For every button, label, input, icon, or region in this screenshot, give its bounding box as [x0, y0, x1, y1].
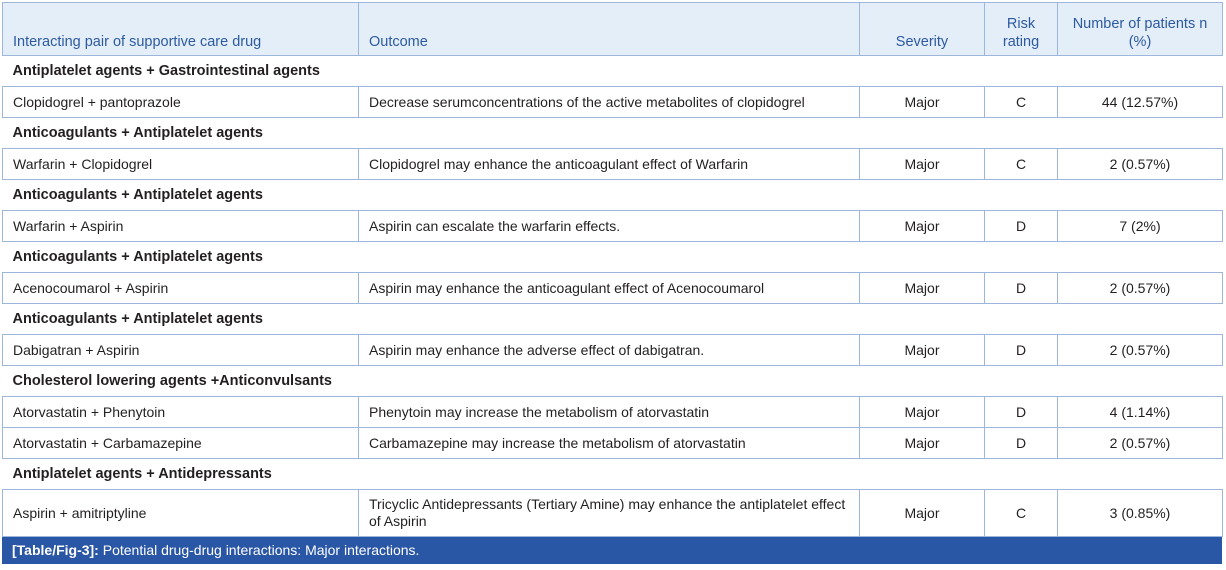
group-title: Anticoagulants + Antiplatelet agents — [3, 242, 1223, 273]
cell-number-of-patients: 4 (1.14%) — [1058, 397, 1223, 428]
caption-text: Potential drug-drug interactions: Major interactions. — [98, 542, 420, 558]
group-title: Anticoagulants + Antiplatelet agents — [3, 180, 1223, 211]
cell-number-of-patients: 44 (12.57%) — [1058, 87, 1223, 118]
cell-severity: Major — [860, 490, 985, 537]
cell-outcome: Aspirin can escalate the warfarin effects. — [359, 211, 860, 242]
cell-severity: Major — [860, 87, 985, 118]
header-severity: Severity — [860, 3, 985, 56]
cell-interacting-pair: Aspirin + amitriptyline — [3, 490, 359, 537]
group-row — [3, 242, 1223, 273]
cell-interacting-pair: Warfarin + Clopidogrel — [3, 149, 359, 180]
cell-outcome: Decrease serumconcentrations of the active metabolites of clopidogrel — [359, 87, 860, 118]
table-header-row — [3, 3, 1223, 56]
group-row — [3, 118, 1223, 149]
cell-interacting-pair: Acenocoumarol + Aspirin — [3, 273, 359, 304]
cell-risk-rating: C — [985, 490, 1058, 537]
header-number-of-patients: Number of patients n (%) — [1058, 3, 1223, 56]
group-row — [3, 366, 1223, 397]
cell-risk-rating: D — [985, 211, 1058, 242]
cell-risk-rating: D — [985, 273, 1058, 304]
cell-outcome: Tricyclic Antidepressants (Tertiary Amine) may enhance the antiplatelet effect of Aspirin — [359, 490, 860, 537]
cell-number-of-patients: 7 (2%) — [1058, 211, 1223, 242]
cell-number-of-patients: 2 (0.57%) — [1058, 149, 1223, 180]
cell-interacting-pair: Clopidogrel + pantoprazole — [3, 87, 359, 118]
cell-severity: Major — [860, 149, 985, 180]
table-figure — [2, 2, 1222, 564]
cell-outcome: Aspirin may enhance the anticoagulant effect of Acenocoumarol — [359, 273, 860, 304]
cell-severity: Major — [860, 211, 985, 242]
cell-severity: Major — [860, 428, 985, 459]
cell-outcome: Carbamazepine may increase the metabolism of atorvastatin — [359, 428, 860, 459]
group-row — [3, 56, 1223, 87]
table-caption — [2, 537, 1222, 564]
cell-outcome: Phenytoin may increase the metabolism of atorvastatin — [359, 397, 860, 428]
group-row — [3, 304, 1223, 335]
group-title: Anticoagulants + Antiplatelet agents — [3, 304, 1223, 335]
header-risk-rating: Risk rating — [985, 3, 1058, 56]
cell-severity: Major — [860, 397, 985, 428]
table-row — [3, 87, 1223, 118]
table-row — [3, 428, 1223, 459]
table-row — [3, 335, 1223, 366]
group-row — [3, 180, 1223, 211]
cell-risk-rating: D — [985, 335, 1058, 366]
cell-outcome: Aspirin may enhance the adverse effect of dabigatran. — [359, 335, 860, 366]
cell-interacting-pair: Atorvastatin + Carbamazepine — [3, 428, 359, 459]
group-title: Antiplatelet agents + Antidepressants — [3, 459, 1223, 490]
table-body — [3, 56, 1223, 537]
drug-interaction-table — [2, 2, 1223, 537]
table-row — [3, 149, 1223, 180]
group-row — [3, 459, 1223, 490]
group-title: Cholesterol lowering agents +Anticonvulsants — [3, 366, 1223, 397]
group-title: Anticoagulants + Antiplatelet agents — [3, 118, 1223, 149]
cell-risk-rating: C — [985, 87, 1058, 118]
cell-risk-rating: D — [985, 397, 1058, 428]
group-title: Antiplatelet agents + Gastrointestinal agents — [3, 56, 1223, 87]
cell-interacting-pair: Warfarin + Aspirin — [3, 211, 359, 242]
cell-interacting-pair: Atorvastatin + Phenytoin — [3, 397, 359, 428]
cell-number-of-patients: 2 (0.57%) — [1058, 273, 1223, 304]
header-outcome: Outcome — [359, 3, 860, 56]
cell-number-of-patients: 3 (0.85%) — [1058, 490, 1223, 537]
cell-outcome: Clopidogrel may enhance the anticoagulant effect of Warfarin — [359, 149, 860, 180]
table-row — [3, 490, 1223, 537]
header-interacting-pair: Interacting pair of supportive care drug — [3, 3, 359, 56]
cell-number-of-patients: 2 (0.57%) — [1058, 335, 1223, 366]
cell-severity: Major — [860, 273, 985, 304]
cell-severity: Major — [860, 335, 985, 366]
table-row — [3, 211, 1223, 242]
cell-interacting-pair: Dabigatran + Aspirin — [3, 335, 359, 366]
table-row — [3, 273, 1223, 304]
table-row — [3, 397, 1223, 428]
cell-risk-rating: C — [985, 149, 1058, 180]
cell-number-of-patients: 2 (0.57%) — [1058, 428, 1223, 459]
caption-label: [Table/Fig-3]: — [12, 542, 99, 558]
cell-risk-rating: D — [985, 428, 1058, 459]
